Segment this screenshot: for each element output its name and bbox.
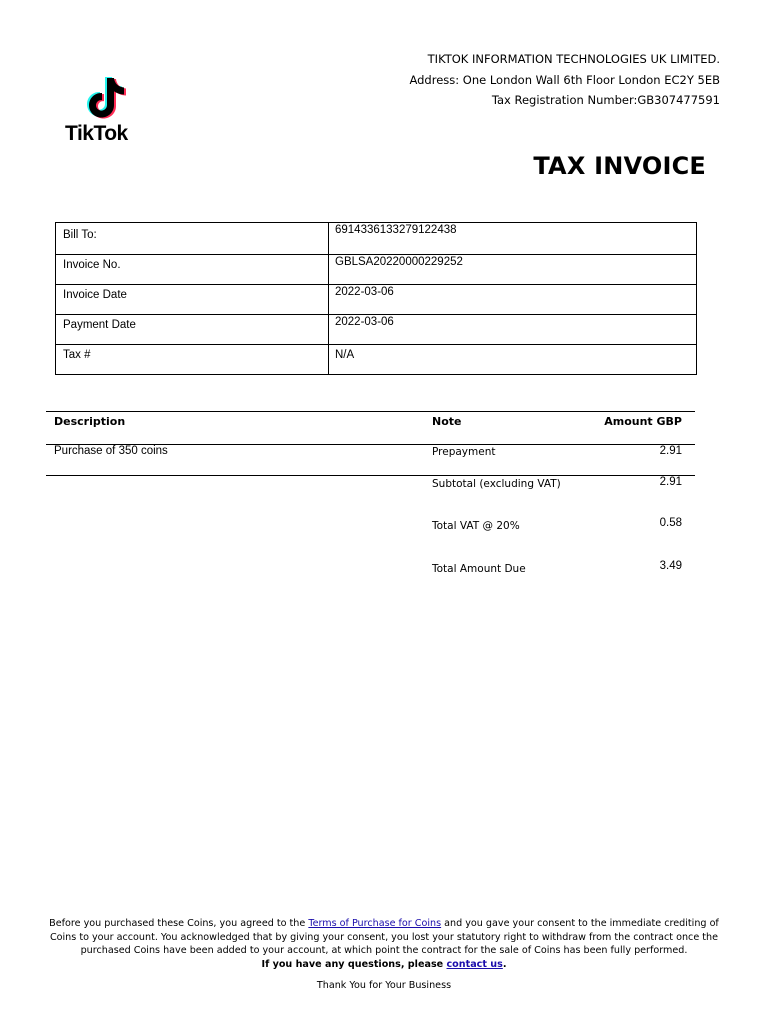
header-note: Note	[432, 415, 462, 428]
logo-wordmark: TikTok	[65, 122, 128, 145]
thank-you-note: Thank You for Your Business	[316, 980, 452, 991]
company-name: TIKTOK INFORMATION TECHNOLOGIES UK LIMITED.	[427, 52, 720, 66]
item-note: Prepayment	[432, 446, 496, 458]
summary-value: 0.58	[659, 517, 682, 529]
contact-link[interactable]: contact us	[446, 958, 503, 970]
billing-value: 2022-03-06	[329, 285, 697, 315]
billing-value: 2022-03-06	[329, 315, 697, 345]
items-table	[46, 411, 695, 476]
billing-row-payment-date	[56, 315, 697, 345]
header-amount: Amount GBP	[604, 415, 682, 428]
table-row	[46, 445, 695, 476]
header-description: Description	[54, 415, 126, 428]
item-description: Purchase of 350 coins	[54, 445, 168, 457]
summary-label: Subtotal (excluding VAT)	[432, 478, 561, 490]
billing-row-invoice-date	[56, 285, 697, 315]
summary-label: Total Amount Due	[432, 563, 526, 575]
billing-value: GBLSA20220000229252	[329, 255, 697, 285]
billing-value: N/A	[329, 345, 697, 375]
summary-total-due	[46, 561, 695, 581]
summary-value: 2.91	[659, 476, 682, 488]
billing-label: Bill To:	[56, 223, 329, 255]
company-info	[409, 49, 720, 111]
page-title: TAX INVOICE	[533, 152, 706, 180]
summary-subtotal	[46, 476, 695, 496]
footer-question-end: .	[502, 958, 507, 970]
tiktok-logo	[64, 72, 146, 148]
company-tax-registration: Tax Registration Number:GB307477591	[491, 93, 720, 107]
terms-link[interactable]: Terms of Purchase for Coins	[308, 918, 442, 929]
billing-value: 6914336133279122438	[329, 223, 697, 255]
items-header	[46, 411, 695, 445]
footer-text: and you gave your consent to the immediate crediting of Coins to your account. You acknowledged that by giving your consent, you lost your statutory right to withdraw from the contract once the purchased Coins have been added to your account, at which point the contract for the sale of Coins has been fully performed.	[49, 918, 719, 956]
item-amount: 2.91	[659, 445, 682, 457]
billing-label: Invoice No.	[56, 255, 329, 285]
billing-label: Payment Date	[56, 315, 329, 345]
billing-row-invoice-no	[56, 255, 697, 285]
footer-consent	[40, 917, 728, 971]
summary-vat	[46, 518, 695, 538]
tiktok-note-icon	[81, 72, 129, 122]
footer-question-text: If you have any questions, please	[261, 958, 447, 970]
summary-label: Total VAT @ 20%	[432, 520, 520, 532]
company-address: Address: One London Wall 6th Floor London EC2Y 5EB	[409, 72, 720, 87]
billing-row-bill-to	[56, 223, 697, 255]
billing-table	[55, 222, 697, 375]
billing-row-tax	[56, 345, 697, 375]
summary-value: 3.49	[659, 560, 682, 572]
billing-label: Tax #	[56, 345, 329, 375]
billing-label: Invoice Date	[56, 285, 329, 315]
footer-question	[262, 959, 507, 970]
footer-text: Before you purchased these Coins, you agreed to the	[49, 918, 309, 929]
